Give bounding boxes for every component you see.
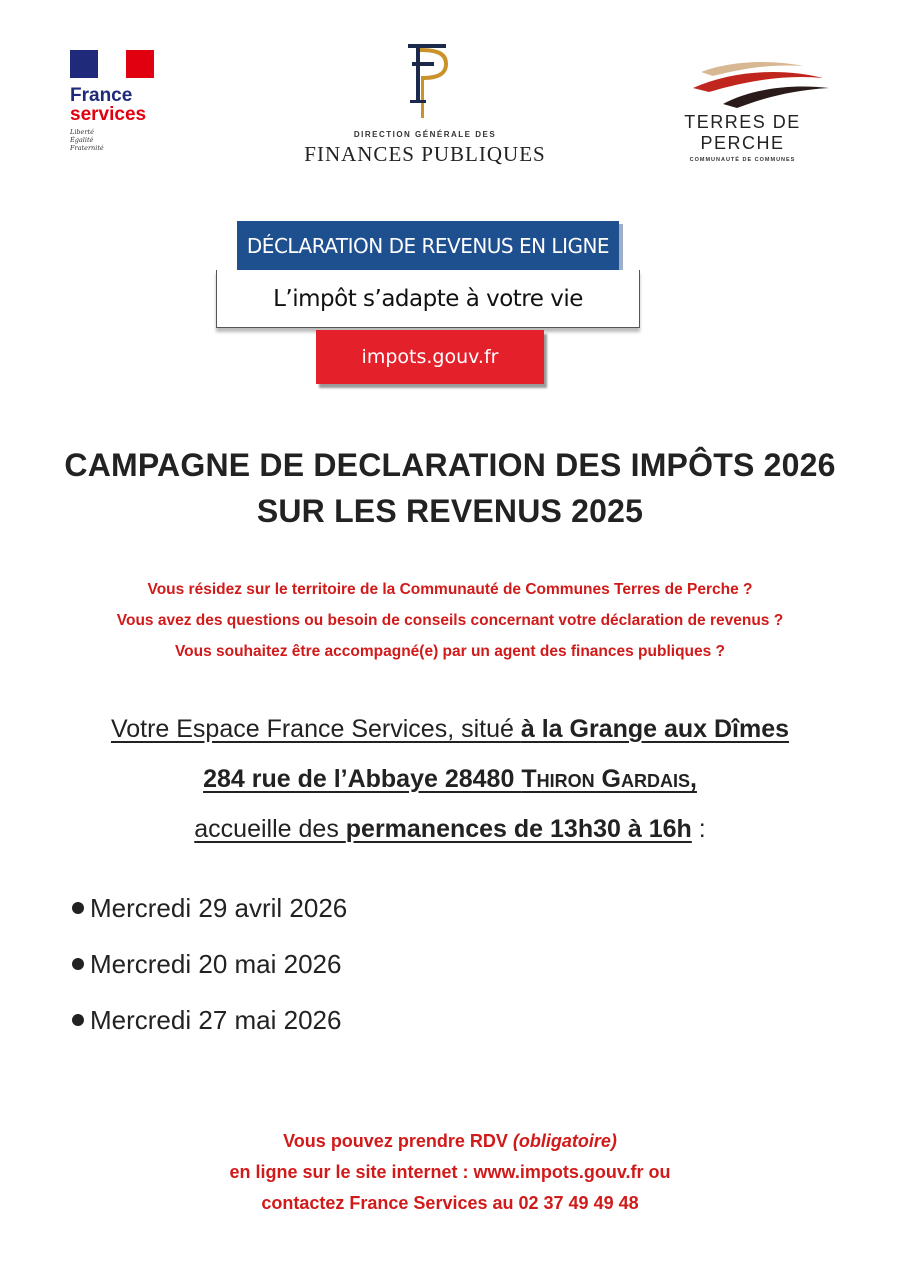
location-hours: permanences de 13h30 à 16h	[345, 815, 692, 843]
questions-block	[0, 574, 900, 667]
list-item	[72, 936, 347, 992]
question-accompaniment: Vous souhaitez être accompagné(e) par un agent des finances publiques ?	[174, 643, 726, 660]
dgfip-logo	[300, 40, 550, 167]
dates-list	[72, 880, 347, 1048]
motto-liberte: Liberté	[70, 128, 94, 136]
list-item	[72, 880, 347, 936]
banner-slogan: L’impôt s’adapte à votre vie	[216, 270, 640, 328]
france-services-name-line1: France	[70, 85, 133, 106]
location-line2	[0, 754, 900, 804]
date-text: Mercredi 27 mai 2026	[90, 1005, 342, 1035]
date-text: Mercredi 29 avril 2026	[90, 893, 348, 923]
appointment-website: en ligne sur le site internet : www.impots.gouv.fr ou	[229, 1162, 671, 1182]
terres-de-perche-subtitle: COMMUNAUTÉ DE COMMUNES	[689, 157, 796, 163]
page-title-line1: CAMPAGNE DE DECLARATION DES IMPÔTS 2026	[64, 447, 836, 483]
dgfip-subtitle: DIRECTION GÉNÉRALE DES	[353, 130, 497, 139]
location-block	[0, 704, 900, 854]
page-title	[0, 442, 900, 534]
france-services-name-line2: services	[70, 104, 147, 125]
appointment-mandatory: (obligatoire)	[512, 1131, 617, 1151]
appointment-phone: contactez France Services au 02 37 49 49 48	[261, 1193, 639, 1213]
page-title-line2: SUR LES REVENUS 2025	[256, 493, 644, 529]
location-address-tail: ,	[689, 765, 697, 793]
location-line3	[0, 804, 900, 854]
france-services-logo	[70, 50, 170, 152]
list-item	[72, 992, 347, 1048]
bullet-icon	[72, 958, 84, 970]
location-hours-intro: accueille des	[194, 815, 346, 843]
dgfip-monogram-icon	[390, 40, 460, 122]
location-hours-tail: :	[691, 815, 706, 843]
location-address: 284 rue de l’Abbaye 28480	[203, 765, 522, 793]
terres-de-perche-logo	[640, 58, 845, 163]
question-advice: Vous avez des questions ou besoin de conseils concernant votre déclaration de revenus ?	[116, 612, 784, 629]
location-intro: Votre Espace France Services, situé	[110, 715, 521, 743]
republic-motto	[70, 128, 170, 152]
location-town: Thiron Gardais	[521, 765, 690, 793]
bullet-icon	[72, 1014, 84, 1026]
terres-de-perche-name: TERRES DE PERCHE	[684, 112, 801, 153]
marianne-flag-icon	[70, 50, 154, 78]
motto-egalite: Égalité	[70, 136, 94, 144]
motto-fraternite: Fraternité	[70, 144, 104, 152]
dgfip-name: FINANCES PUBLIQUES	[304, 142, 546, 166]
location-venue: à la Grange aux Dîmes	[520, 715, 790, 743]
location-line1	[0, 704, 900, 754]
appointment-intro: Vous pouvez prendre RDV	[283, 1131, 513, 1151]
appointment-info	[0, 1126, 900, 1219]
question-residence: Vous résidez sur le territoire de la Communauté de Communes Terres de Perche ?	[147, 581, 753, 598]
banner-title: DÉCLARATION DE REVENUS EN LIGNE	[237, 221, 619, 271]
bullet-icon	[72, 902, 84, 914]
appointment-line1	[0, 1126, 900, 1157]
terres-de-perche-swoosh-icon	[653, 58, 833, 110]
banner-website: impots.gouv.fr	[316, 330, 544, 384]
date-text: Mercredi 20 mai 2026	[90, 949, 342, 979]
